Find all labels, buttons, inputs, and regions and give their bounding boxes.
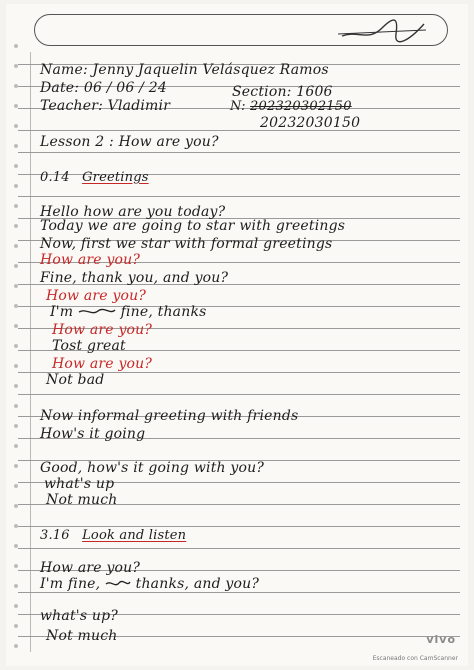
section-title: Look and listen bbox=[82, 528, 187, 543]
note-line: Not bad bbox=[46, 372, 105, 388]
note-line bbox=[40, 576, 259, 592]
notebook-page bbox=[6, 4, 468, 666]
student-id: 20232030150 bbox=[260, 115, 361, 131]
signature-scribble bbox=[338, 16, 428, 46]
teacher: Teacher: Vladimir bbox=[40, 98, 171, 114]
section-heading bbox=[40, 528, 186, 544]
crossed-out-word bbox=[78, 307, 116, 317]
lesson-title: Lesson 2 : How are you? bbox=[40, 134, 219, 150]
section-number: 3.16 bbox=[40, 528, 70, 543]
section: Section: 1606 bbox=[232, 84, 333, 100]
note-line: Hello how are you today? bbox=[40, 204, 226, 220]
note-line: what's up? bbox=[40, 608, 118, 624]
spiral-holes bbox=[12, 44, 22, 654]
section-heading bbox=[40, 170, 149, 186]
note-line: Not much bbox=[46, 492, 118, 508]
note-text: thanks, and you? bbox=[135, 576, 260, 592]
note-text: I'm fine, bbox=[40, 576, 101, 592]
section-number: 0.14 bbox=[40, 170, 70, 185]
note-line: Tost great bbox=[52, 338, 126, 354]
student-id-row bbox=[230, 99, 352, 115]
id-struck: 202320302150 bbox=[250, 99, 352, 114]
note-line: Now informal greeting with friends bbox=[40, 408, 299, 424]
note-line: How are you? bbox=[46, 288, 147, 304]
crossed-out-word bbox=[105, 579, 131, 589]
note-line: How are you? bbox=[52, 356, 153, 372]
section-title: Greetings bbox=[82, 170, 149, 185]
note-line: Now, first we star with formal greetings bbox=[40, 236, 333, 252]
note-text: I'm bbox=[50, 304, 74, 320]
note-line bbox=[50, 304, 207, 320]
student-name: Name: Jenny Jaquelin Velásquez Ramos bbox=[40, 62, 329, 78]
note-line: Today we are going to star with greetings bbox=[40, 218, 346, 234]
note-line: Good, how's it going with you? bbox=[40, 460, 265, 476]
note-line: Fine, thank you, and you? bbox=[40, 270, 229, 286]
note-line: How's it going bbox=[40, 426, 146, 442]
note-text: fine, thanks bbox=[120, 304, 207, 320]
note-line: How are you? bbox=[52, 322, 153, 338]
device-watermark: vivo bbox=[426, 633, 456, 646]
note-line: How are you? bbox=[40, 560, 141, 576]
date: Date: 06 / 06 / 24 bbox=[40, 80, 167, 96]
id-label: N: bbox=[230, 99, 246, 114]
note-line: How are you? bbox=[40, 252, 141, 268]
margin-line bbox=[30, 52, 31, 652]
note-line: Not much bbox=[46, 628, 118, 644]
scanner-watermark: Escaneado con CamScanner bbox=[372, 655, 458, 662]
note-line: what's up bbox=[44, 476, 115, 492]
